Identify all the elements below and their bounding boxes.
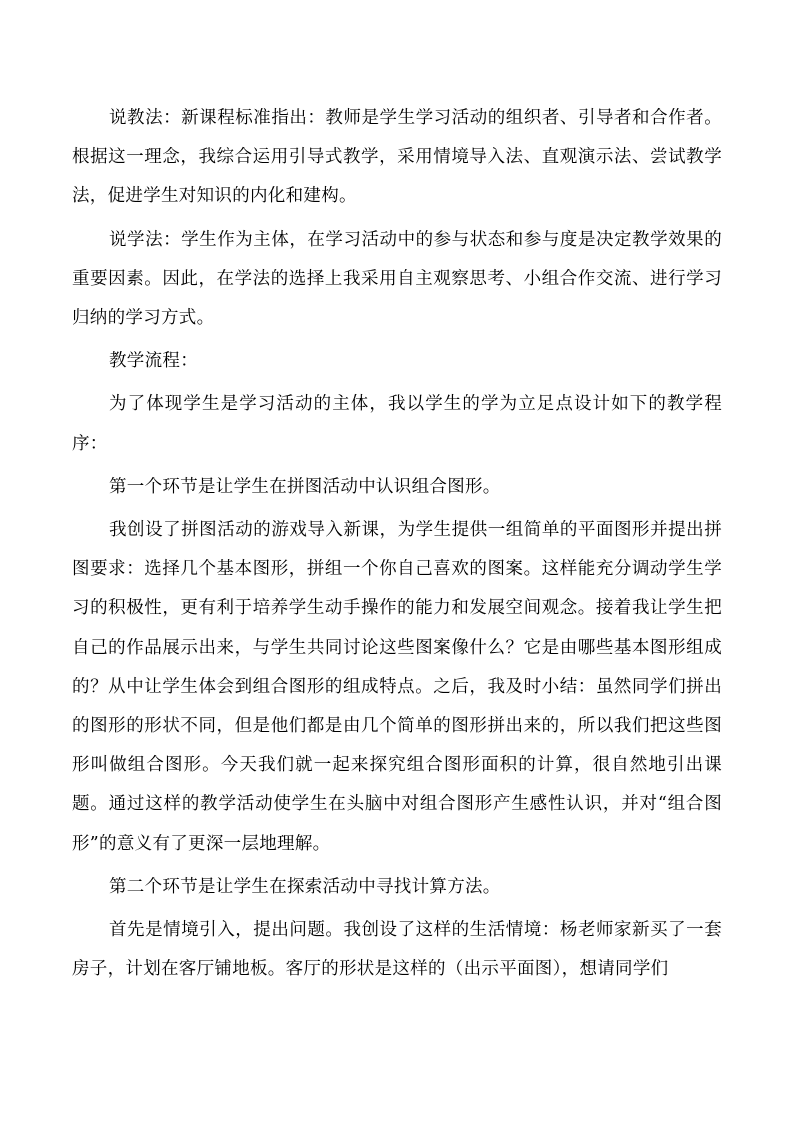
paragraph-step-one-heading: 第一个环节是让学生在拼图活动中认识组合图形。 [109,476,501,497]
paragraph-learning-method: 说学法：学生作为主体，在学习活动中的参与状态和参与度是决定教学效果的重要因素。因此，在学法的选择上我采用自主观察思考、小组合作交流、进行学习归纳的学习方式。 [72,229,722,329]
paragraph-process-intro: 为了体现学生是学习活动的主体，我以学生的学为立足点设计如下的教学程序： [72,394,722,454]
paragraph-step-two-body: 首先是情境引入，提出问题。我创设了这样的生活情境：杨老师家新买了一套房子，计划在客厅铺地板。客厅的形状是这样的（出示平面图），想请同学们 [72,920,722,980]
paragraph-step-one-body: 我创设了拼图活动的游戏导入新课，为学生提供一组简单的平面图形并提出拼图要求：选择几个基本图形，拼组一个你自己喜欢的图案。这样能充分调动学生学习的积极性，更有利于培养学生动手操作的能力和发展空间观念。接着我让学生把自己的作品展示出来，与学生共同讨论这些图案像什么？它是由哪些基本图形组成的？从中让学生体会到组合图形的组成特点。之后，我及时小结：虽然同学们拼出的图形的形状不同，但是他们都是由几个简单的图形拼出来的，所以我们把这些图形叫做组合图形。今天我们就一起来探究组合图形面积的计算，很自然地引出课题。通过这样的教学活动使学生在头脑中对组合图形产生感性认识，并对“组合图形”的意义有了更深一层地理解。 [72,520,722,854]
paragraph-step-two-heading: 第二个环节是让学生在探索活动中寻找计算方法。 [109,876,501,897]
document-body [72,99,722,993]
paragraph-process-heading: 教学流程： [109,351,198,372]
paragraph-teaching-method: 说教法：新课程标准指出：教师是学生学习活动的组织者、引导者和合作者。根据这一理念，我综合运用引导式教学，采用情境导入法、直观演示法、尝试教学法，促进学生对知识的内化和建构。 [72,108,722,207]
